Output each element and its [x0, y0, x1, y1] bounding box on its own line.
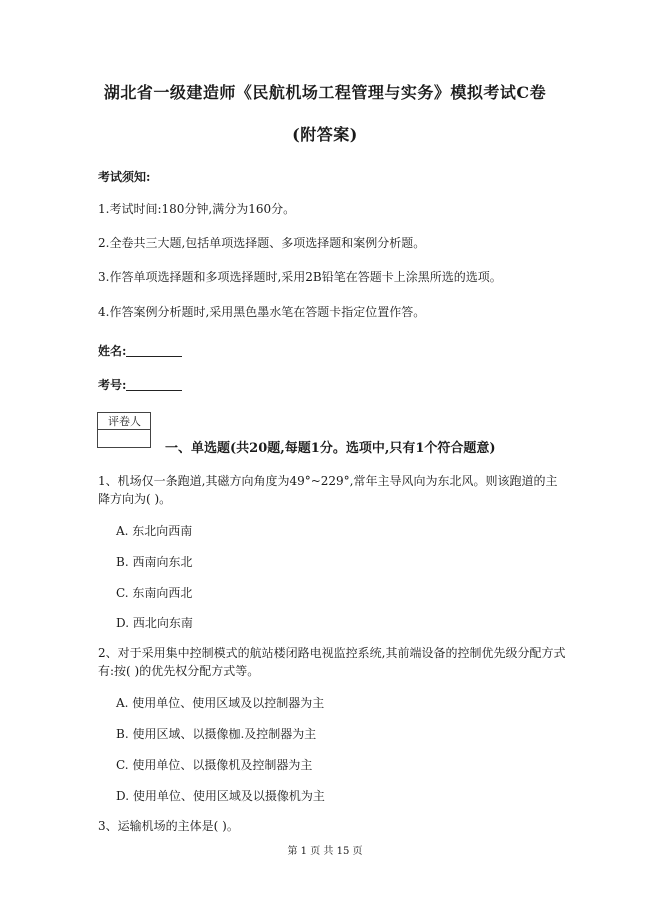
notice-item: 4.作答案例分析题时,采用黑色墨水笔在答题卡指定位置作答。: [98, 305, 426, 319]
answer-option: A. 使用单位、使用区域及以控制器为主: [116, 696, 325, 710]
question-stem-cont: 有:按( )的优先权分配方式等。: [98, 664, 260, 678]
name-field: [98, 342, 182, 359]
page-footer: 第 1 页 共 15 页: [287, 846, 363, 857]
answer-option: D. 西北向东南: [116, 616, 193, 630]
question-stem: 3、运输机场的主体是( )。: [98, 819, 239, 833]
grader-box: [97, 412, 151, 448]
answer-option: C. 东南向西北: [116, 586, 193, 600]
question-stem: 2、对于采用集中控制模式的航站楼闭路电视监控系统,其前端设备的控制优先级分配方式: [98, 646, 566, 660]
number-field: [98, 376, 182, 393]
notice-item: 3.作答单项选择题和多项选择题时,采用2B铅笔在答题卡上涂黑所选的选项。: [98, 270, 502, 284]
answer-option: D. 使用单位、使用区域及以摄像机为主: [116, 789, 325, 803]
answer-option: A. 东北向西南: [116, 524, 193, 538]
document-subtitle: (附答案): [292, 125, 358, 144]
question-stem: 1、机场仅一条跑道,其磁方向角度为49°~229°,常年主导风向为东北风。则该跑道的主: [98, 474, 558, 488]
answer-option: B. 使用区域、以摄像枷.及控制器为主: [116, 727, 317, 741]
notice-item: 1.考试时间:180分钟,满分为160分。: [98, 202, 296, 216]
section-heading: 一、单选题(共20题,每题1分。选项中,只有1个符合题意): [165, 441, 496, 456]
document-title: 湖北省一级建造师《民航机场工程管理与实务》模拟考试C卷: [103, 83, 547, 102]
number-blank: [126, 378, 182, 391]
notice-item: 2.全卷共三大题,包括单项选择题、多项选择题和案例分析题。: [98, 236, 426, 250]
grader-label: 评卷人: [98, 413, 150, 430]
answer-option: B. 西南向东北: [116, 555, 193, 569]
name-label: 姓名:: [98, 344, 127, 358]
answer-option: C. 使用单位、以摄像机及控制器为主: [116, 758, 313, 772]
notice-heading: 考试须知:: [98, 170, 151, 184]
number-label: 考号:: [98, 378, 127, 392]
question-stem-cont: 降方向为( )。: [98, 492, 172, 506]
name-blank: [126, 344, 182, 357]
